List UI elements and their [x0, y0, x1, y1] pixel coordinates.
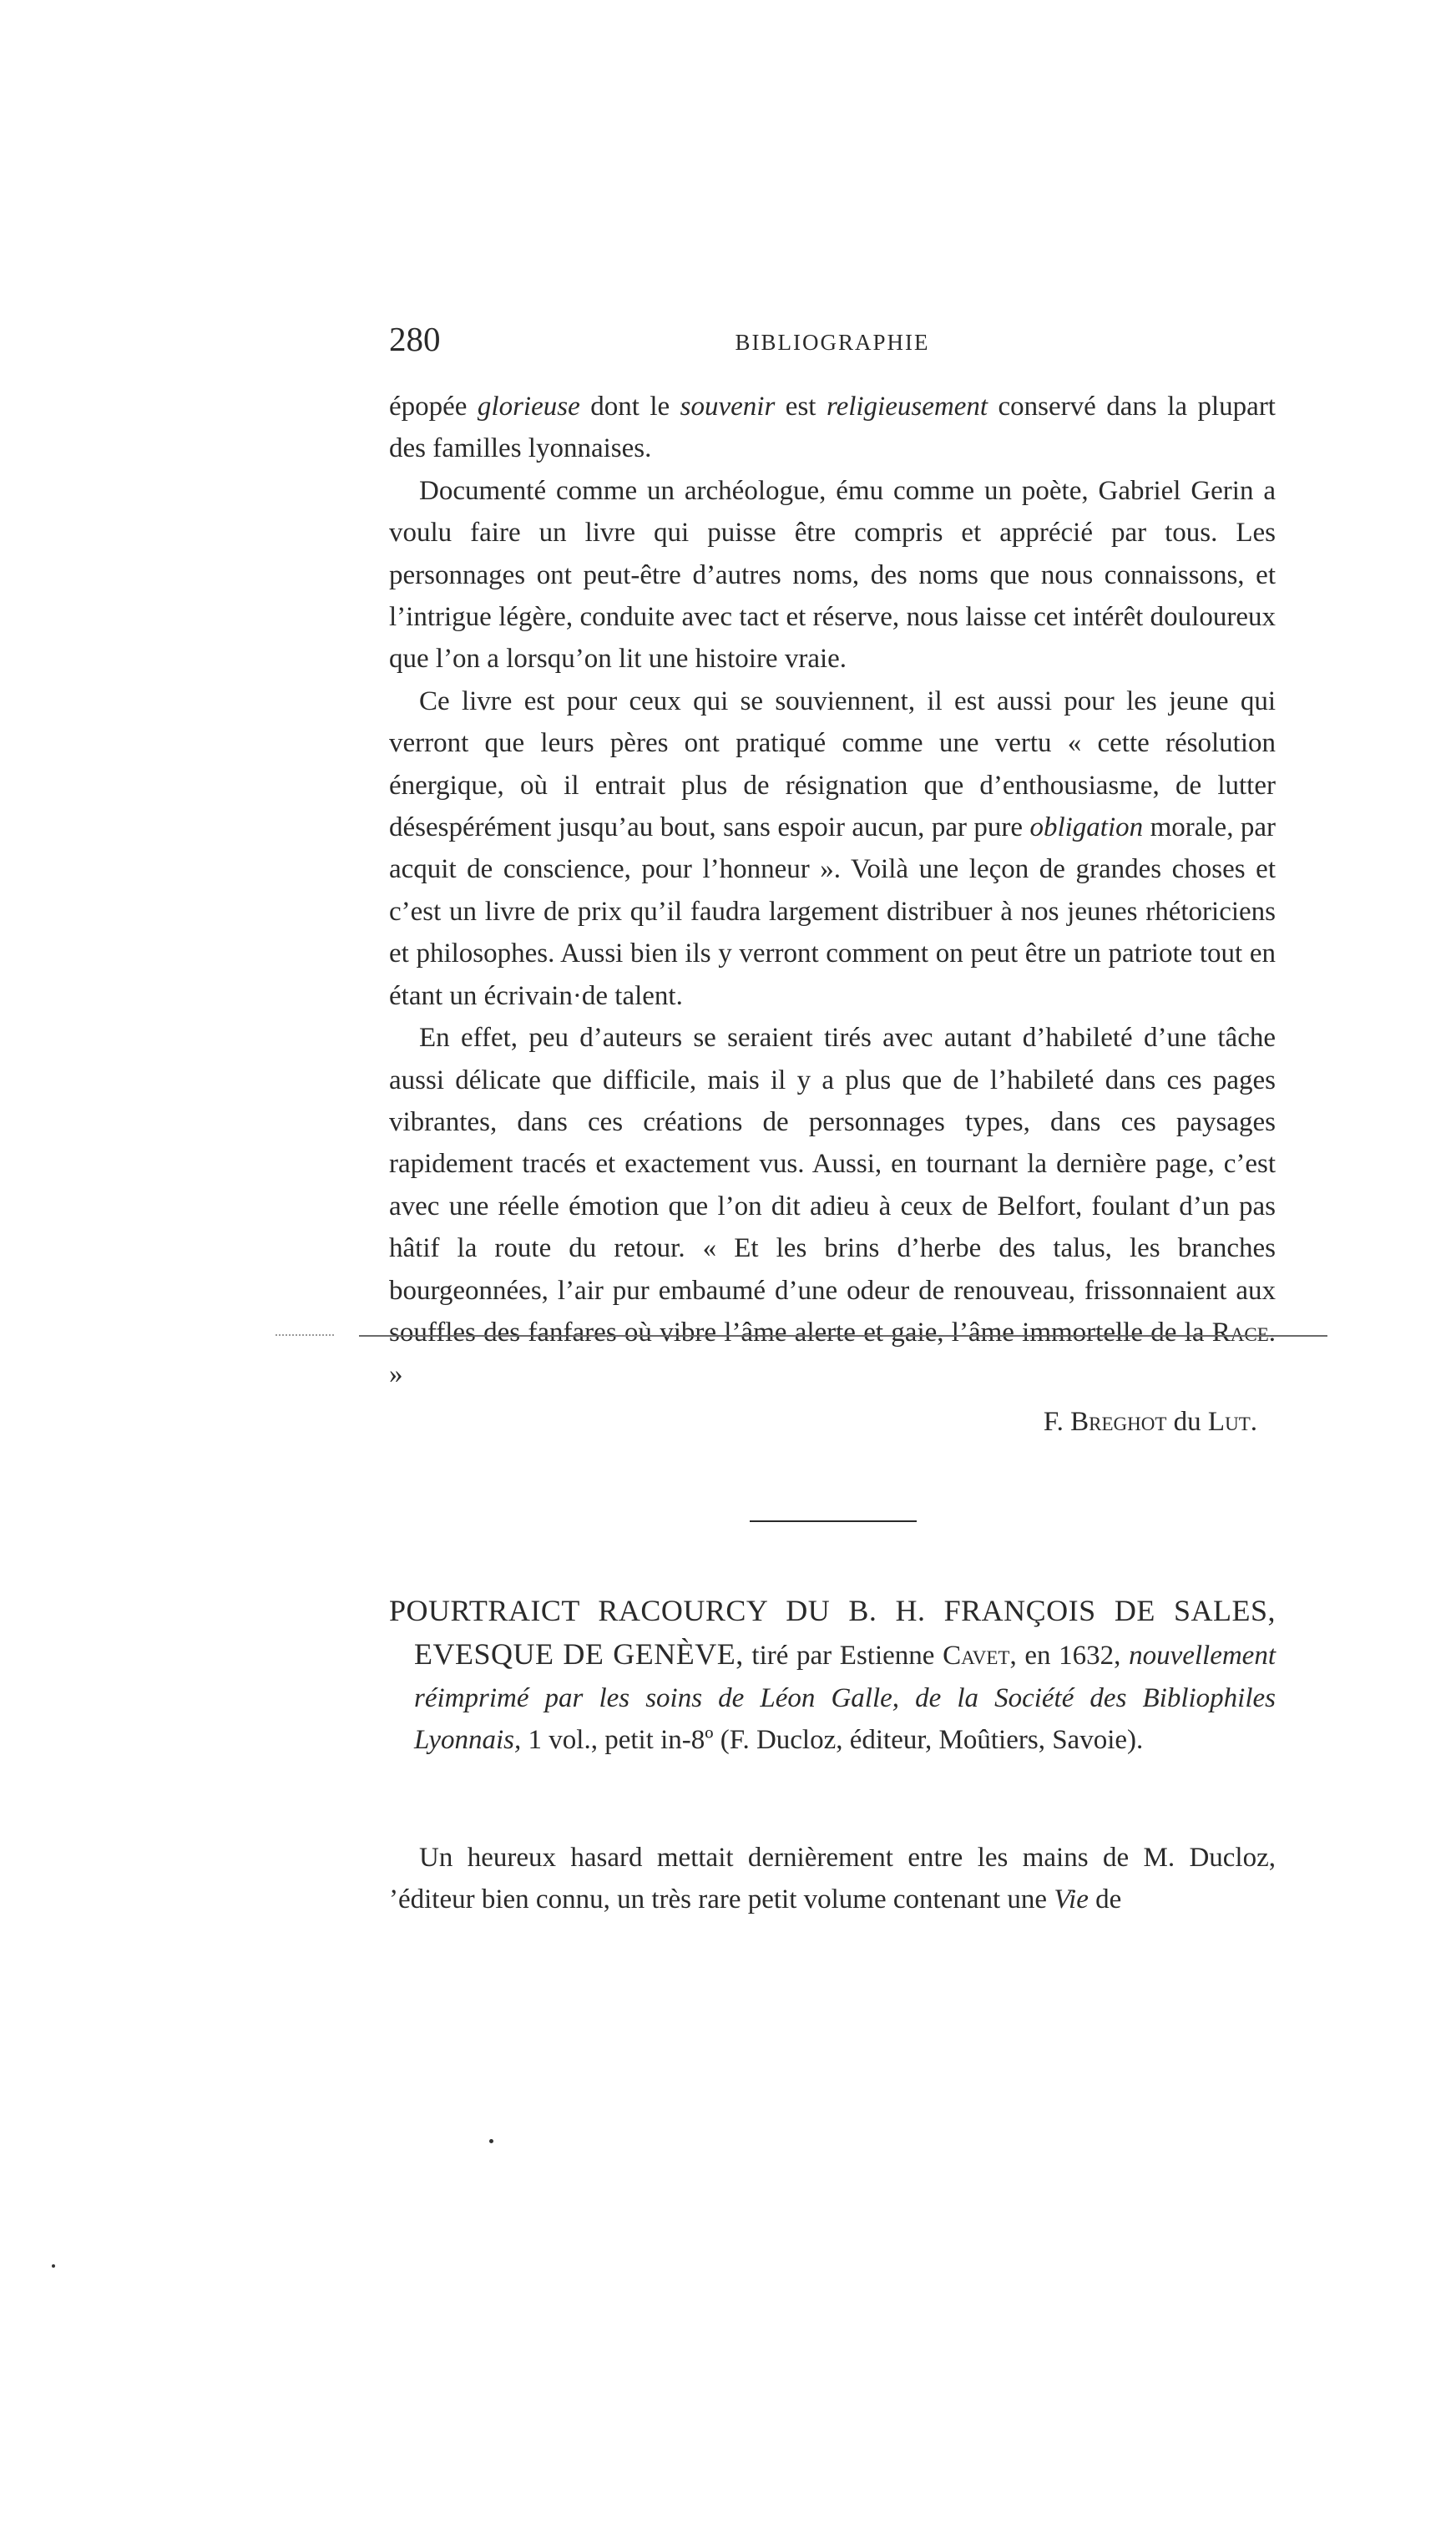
italic-run: obligation	[1029, 812, 1144, 843]
scan-artifact-line	[359, 1335, 1327, 1337]
text-run: tiré par Estienne	[743, 1641, 943, 1672]
paragraph-4	[389, 1017, 1276, 1396]
text-run: morale, par acquit de conscience, pour l’honneur ». Voilà une leçon de grandes choses et c’est un livre de prix qu’il faudra largement distribuer à nos jeunes rhétoriciens et philosophes. Aussi bien ils y verront comment on peut être un patriote tout en étant un écrivain·de talent.	[389, 812, 1277, 1011]
italic-run: glorieuse	[477, 392, 580, 422]
scan-artifact-dots	[276, 1334, 334, 1336]
paragraph-3	[389, 680, 1276, 1017]
scan-speck	[52, 2264, 55, 2268]
text-run: dont le	[579, 392, 680, 422]
entry-title: POURTRAICT RACOURCY DU B. H. FRANÇOIS DE SALES, EVESQUE DE GENÈVE,	[389, 1594, 1276, 1672]
bibliographic-entry	[389, 1590, 1276, 1762]
section-separator	[750, 1520, 917, 1522]
text-run: du	[1166, 1406, 1208, 1437]
running-head: BIBLIOGRAPHIE	[735, 330, 930, 355]
text-run: Un heureux hasard mettait dernièrement entre les mains de M. Ducloz, ’éditeur bien connu, un très rare petit volume contenant une	[389, 1843, 1276, 1915]
scan-speck	[489, 2139, 493, 2143]
italic-run: religieusement	[826, 392, 988, 422]
text-run: épopée	[389, 392, 478, 422]
text-run: . »	[389, 1317, 1276, 1390]
text-run: conservé dans la plupart des familles lyonnaises.	[389, 392, 1276, 464]
text-run: F.	[1043, 1406, 1071, 1437]
italic-run: nouvellement réimprimé par les soins de Léon Galle, de la Société des Bibliophiles Lyonnais,	[414, 1641, 1276, 1756]
paragraph-1	[389, 386, 1276, 470]
italic-run: Vie	[1054, 1884, 1089, 1915]
paragraph-5	[389, 1837, 1276, 1921]
small-caps-run: Race	[1211, 1317, 1269, 1348]
text-run: 1 vol., petit in-8º (F. Ducloz, éditeur, Moûtiers, Savoie).	[521, 1725, 1144, 1756]
page-number: 280	[389, 320, 441, 358]
entry-citation	[389, 1590, 1276, 1762]
text-run: .	[1250, 1406, 1257, 1437]
small-caps-run: Breghot	[1070, 1406, 1167, 1437]
paragraph-2: Documenté comme un archéologue, ému comme un poète, Gabriel Gerin a voulu faire un livre qui puisse être compris et apprécié par tous. Les personnages ont peut-être d’autres noms, des noms que nous connaissons, et l’intrigue légère, conduite avec tact et réserve, nous laisse cet intérêt douloureux que l’on a lorsqu’on lit une histoire vraie.	[389, 475, 1276, 675]
page-header	[389, 319, 1276, 369]
small-caps-run: Lut	[1207, 1406, 1251, 1437]
review-pourtraict	[389, 1837, 1276, 1921]
review-gerin	[389, 386, 1276, 1443]
text-run: Ce livre est pour ceux qui se souviennent, il est aussi pour les jeune qui verront que leurs pères ont pratiqué comme une vertu « cette résolution énergique, où il entrait plus de résignation que d’enthousiasme, de lutter désespérément jusqu’au bout, sans espoir aucun, par pure	[389, 685, 1276, 843]
italic-run: souvenir	[680, 392, 776, 422]
review-signature	[389, 1401, 1276, 1443]
text-run: , en 1632,	[1009, 1641, 1130, 1672]
small-caps-run: Cavet	[943, 1641, 1010, 1672]
text-run: de	[1088, 1884, 1122, 1915]
text-run: est	[775, 392, 827, 422]
text-run: En effet, peu d’auteurs se seraient tirés avec autant d’habileté d’une tâche aussi délicate que difficile, mais il y a plus que de l’habileté dans ces pages vibrantes, dans ces créations de personnages types, dans ces paysages rapidement tracés et exactement vus. Aussi, en tournant la dernière page, c’est avec une réelle émotion que l’on dit adieu à ceux de Belfort, foulant d’un pas hâtif la route du retour. « Et les brins d’herbe des talus, les branches bourgeonnées, l’air pur embaumé d’une odeur de renouveau, frissonnaient aux souffles des fanfares où vibre l’âme alerte et gaie, l’âme immortelle de la	[389, 1023, 1276, 1348]
